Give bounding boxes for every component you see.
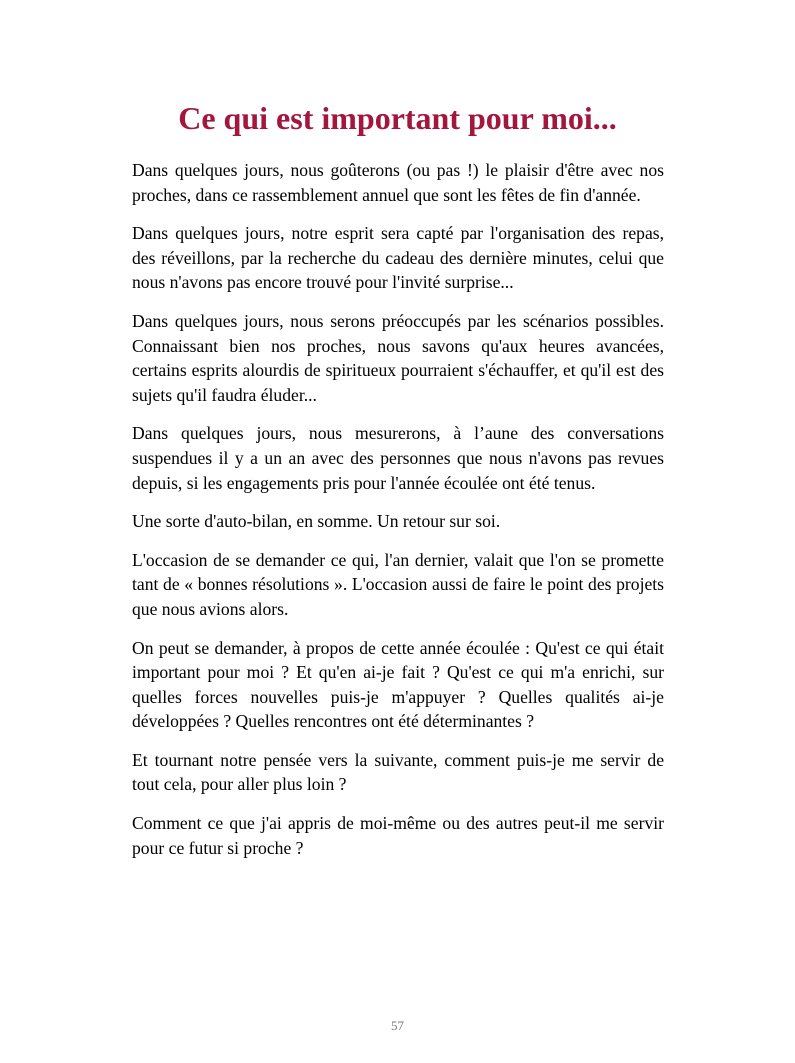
paragraph-2: Dans quelques jours, notre esprit sera capté par l'organisation des repas, des réveillons, par la recherche du cadeau des dernière minutes, celui que nous n'avons pas encore trouvé pour l'invité surprise... bbox=[132, 223, 664, 293]
paragraph-1: Dans quelques jours, nous goûterons (ou pas !) le plaisir d'être avec nos proches, dans ce rassemblement annuel que sont les fêtes de fin d'année. bbox=[132, 160, 664, 205]
page-title: Ce qui est important pour moi... bbox=[178, 100, 617, 136]
paragraph-6: L'occasion de se demander ce qui, l'an dernier, valait que l'on se promette tant de « bonnes résolutions ». L'occasion aussi de faire le point des projets que nous avions alors. bbox=[132, 549, 664, 619]
page-number: 57 bbox=[391, 1018, 404, 1033]
paragraph-8: Et tournant notre pensée vers la suivante, comment puis-je me servir de tout cela, pour aller plus loin ? bbox=[132, 749, 664, 795]
paragraph-9: Comment ce que j'ai appris de moi-même ou des autres peut-il me servir pour ce futur si proche ? bbox=[132, 813, 664, 858]
paragraph-3: Dans quelques jours, nous serons préoccupés par les scénarios possibles. Connaissant bien nos proches, nous savons qu'aux heures avancées, certains esprits alourdis de spiritueux pourraient s'échauffer, et qu'il est des sujets qu'il faudra éluder... bbox=[132, 310, 664, 405]
paragraph-7: On peut se demander, à propos de cette année écoulée : Qu'est ce qui était important pour moi ? Et qu'en ai-je fait ? Qu'est ce qui m'a enrichi, sur quelles forces nouvelles puis-je m'appuyer ? Quelles qualités ai-je développées ? Quelles rencontres ont été déterminantes ? bbox=[132, 637, 664, 732]
paragraph-4: Dans quelques jours, nous mesurerons, à l’aune des conversations suspendues il y a un an avec des personnes que nous n'avons pas revues depuis, si les engagements pris pour l'année écoulée ont été tenus. bbox=[132, 423, 664, 493]
body-text bbox=[132, 158, 664, 874]
paragraph-5: Une sorte d'auto-bilan, en somme. Un retour sur soi. bbox=[132, 511, 501, 532]
